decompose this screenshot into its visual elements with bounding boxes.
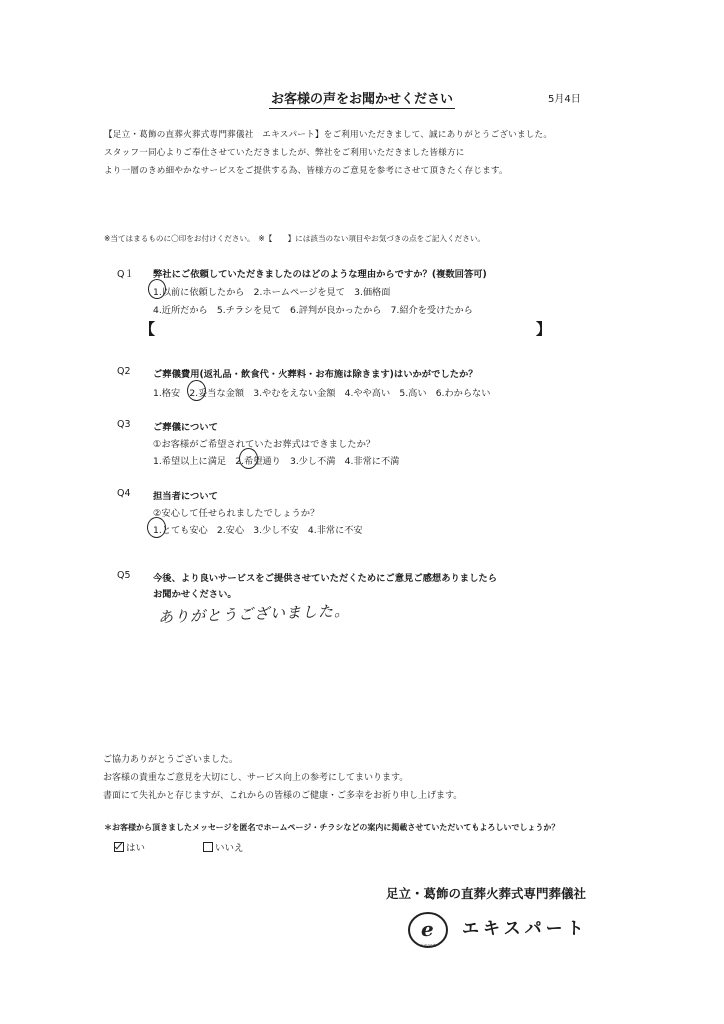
q5-title-line-2: お聞かせください。 bbox=[153, 589, 237, 600]
q2-number: Q2 bbox=[117, 366, 131, 377]
q4-options: 1.とても安心 2.安心 3.少し不安 4.非常に不安 bbox=[153, 525, 363, 536]
consent-question: ＊お客様から頂きましたメッセージを匿名でホームページ・チラシなどの案内に掲載させていただいてもよろしいでしょうか？ bbox=[104, 823, 560, 832]
q3-number: Q3 bbox=[117, 419, 131, 430]
q1-number: Q１ bbox=[117, 269, 134, 280]
q5-number: Q5 bbox=[117, 570, 131, 581]
closing-line-1: ご協力ありがとうございました。 bbox=[103, 755, 239, 765]
intro-line-1: 【足立・葛飾の直葬火葬式専門葬儀社 エキスパート】をご利用いただきまして、誠にありがとうございました。 bbox=[104, 130, 553, 140]
brand-name: エキスパート bbox=[462, 919, 588, 939]
q4-subquestion: ②安心して任せられましたでしょうか？ bbox=[153, 508, 320, 519]
q1-selection-circle bbox=[148, 279, 166, 299]
q4-selection-circle bbox=[147, 517, 166, 538]
q5-title-line-1: 今後、より良いサービスをご提供させていただくためにご意見ご感想ありましたら bbox=[153, 573, 497, 584]
q3-subquestion: ①お客様がご希望されていたお葬式はできましたか？ bbox=[153, 439, 376, 450]
closing-line-3: 書面にて失礼かと存じますが、これからの皆様のご健康・ご多幸をお祈り申し上げます。 bbox=[103, 791, 463, 801]
q1-options-line-2: 4.近所だから 5.チラシを見て 6.評判が良かったから 7.紹介を受けたから bbox=[153, 305, 473, 316]
q2-options: 1.格安 2.妥当な金額 3.やむをえない金額 4.やや高い 5.高い 6.わからない bbox=[153, 388, 491, 399]
consent-yes-option[interactable] bbox=[114, 840, 145, 854]
expert-logo bbox=[406, 911, 450, 951]
q5-handwritten-answer: ありがとうございました。 bbox=[157, 601, 351, 627]
q3-title: ご葬儀について bbox=[153, 422, 218, 433]
page-title: お客様の声をお聞かせください bbox=[270, 92, 453, 107]
consent-no-checkbox[interactable] bbox=[203, 842, 213, 852]
q2-selection-circle bbox=[187, 380, 206, 401]
q1-options-line-1: 1.以前に依頼したから 2.ホームページを見て 3.価格面 bbox=[153, 287, 391, 298]
consent-no-label: いいえ bbox=[215, 843, 244, 854]
consent-yes-label: はい bbox=[126, 843, 146, 854]
company-name: 足立・葛飾の直葬火葬式専門葬儀社 bbox=[386, 886, 587, 901]
date-label: 5月4日 bbox=[548, 94, 581, 105]
logo-subtext: support bbox=[420, 943, 436, 948]
q2-title: ご葬儀費用(返礼品・飲食代・火葬料・お布施は除きます)はいかがでしたか？ bbox=[153, 369, 478, 380]
q4-title: 担当者について bbox=[153, 491, 218, 502]
q4-number: Q4 bbox=[117, 488, 131, 499]
q3-options: 1.希望以上に満足 2.希望通り 3.少し不満 4.非常に不満 bbox=[153, 456, 400, 467]
q3-selection-circle bbox=[239, 448, 258, 469]
q1-title: 弊社にご依頼していただきましたのはどのような理由からですか？(複数回答可) bbox=[153, 269, 487, 280]
q1-bracket-close: 】 bbox=[536, 320, 552, 338]
consent-yes-checkbox[interactable] bbox=[114, 842, 124, 852]
intro-line-2: スタッフ一同心よりご奉仕させていただきましたが、弊社をご利用いただきました皆様方に bbox=[104, 148, 465, 158]
closing-line-2: お客様の貴重なご意見を大切にし、サービス向上の参考にしてまいります。 bbox=[103, 773, 409, 783]
consent-no-option[interactable] bbox=[203, 840, 244, 854]
instruction-note: ※当てはまるものに〇印をお付けください。 ※【 】には該当のない項目やお気づきの点をご記入ください。 bbox=[104, 234, 486, 243]
q1-bracket-open: 【 bbox=[140, 320, 156, 338]
intro-line-3: より一層のきめ細やかなサービスをご提供する為、皆様方のご意見を参考にさせて頂きたく存じます。 bbox=[104, 166, 508, 176]
logo-letter: e bbox=[421, 917, 434, 941]
